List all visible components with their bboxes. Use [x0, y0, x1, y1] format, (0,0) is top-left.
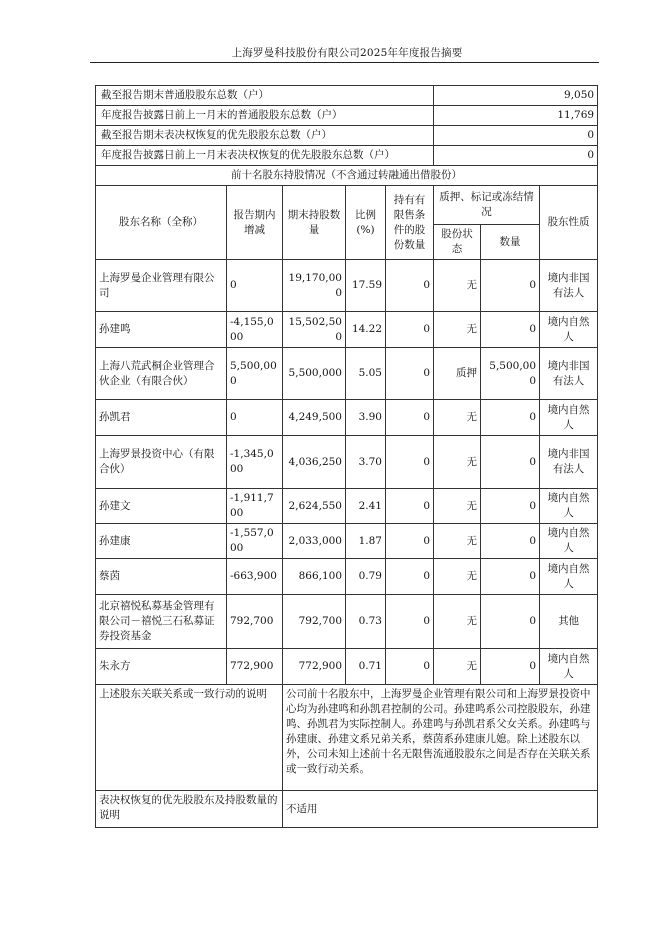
- table-row: [96, 312, 598, 348]
- ratio-value: 17.59: [346, 260, 386, 312]
- summary-label: 截至报告期末普通股股东总数（户）: [96, 86, 434, 106]
- pledge-qty: 0: [481, 559, 540, 595]
- shareholder-nature: 境内自然人: [540, 559, 598, 595]
- ratio-value: 0.73: [346, 595, 386, 649]
- relation-label: 上述股东关联关系或一致行动的说明: [96, 685, 283, 791]
- summary-label: 截至报告期末表决权恢复的优先股股东总数（户）: [96, 126, 434, 146]
- preferred-label: 表决权恢复的优先股股东及持股数量的说明: [96, 791, 283, 828]
- pledge-qty: 0: [481, 595, 540, 649]
- pledge-qty: 5,500,000: [481, 348, 540, 400]
- restricted-value: 0: [386, 436, 434, 489]
- pledge-status: 无: [434, 436, 481, 489]
- change-value: -4,155,000: [227, 312, 283, 348]
- change-value: 792,700: [227, 595, 283, 649]
- restricted-value: 0: [386, 559, 434, 595]
- table-row: [96, 595, 598, 649]
- pledge-status: 无: [434, 489, 481, 524]
- ratio-value: 2.41: [346, 489, 386, 524]
- shareholder-nature: 境内自然人: [540, 524, 598, 559]
- pledge-status: 无: [434, 260, 481, 312]
- ratio-value: 3.70: [346, 436, 386, 489]
- ratio-value: 0.79: [346, 559, 386, 595]
- held-value: 792,700: [283, 595, 346, 649]
- change-value: -1,557,000: [227, 524, 283, 559]
- held-value: 4,036,250: [283, 436, 346, 489]
- shareholder-name: 孙建康: [96, 524, 227, 559]
- held-value: 19,170,000: [283, 260, 346, 312]
- restricted-value: 0: [386, 400, 434, 436]
- top10-title: 前十名股东持股情况（不含通过转融通出借股份）: [96, 166, 598, 186]
- pledge-qty: 0: [481, 260, 540, 312]
- summary-value: 9,050: [434, 86, 598, 106]
- shareholder-nature: 境内自然人: [540, 312, 598, 348]
- shareholder-name: 北京禧悦私募基金管理有限公司－禧悦三石私募证券投资基金: [96, 595, 227, 649]
- summary-label: 年度报告披露日前上一月末表决权恢复的优先股股东总数（户）: [96, 146, 434, 166]
- shareholder-name: 孙凯君: [96, 400, 227, 436]
- shareholder-name: 孙建鸣: [96, 312, 227, 348]
- page-header: 上海罗曼科技股份有限公司2025年年度报告摘要: [231, 47, 463, 59]
- restricted-value: 0: [386, 489, 434, 524]
- col-header-name: 股东名称（全称）: [96, 186, 227, 260]
- shareholder-table: [95, 85, 598, 828]
- restricted-value: 0: [386, 260, 434, 312]
- restricted-value: 0: [386, 595, 434, 649]
- change-value: 5,500,000: [227, 348, 283, 400]
- shareholder-nature: 境内自然人: [540, 489, 598, 524]
- shareholder-nature: 其他: [540, 595, 598, 649]
- shareholder-name: 孙建文: [96, 489, 227, 524]
- col-header-pledge: 质押、标记或冻结情况: [434, 186, 540, 225]
- col-header-ratio: 比例(%): [346, 186, 386, 260]
- change-value: -663,900: [227, 559, 283, 595]
- col-header-change: 报告期内增减: [227, 186, 283, 260]
- summary-row: [96, 86, 598, 106]
- col-header-held: 期末持股数量: [283, 186, 346, 260]
- pledge-status: 无: [434, 400, 481, 436]
- summary-row: [96, 126, 598, 146]
- pledge-qty: 0: [481, 312, 540, 348]
- relation-row: [96, 685, 598, 791]
- ratio-value: 3.90: [346, 400, 386, 436]
- col-header-pledge-status: 股份状态: [434, 225, 481, 260]
- preferred-text: 不适用: [283, 791, 598, 828]
- preferred-row: [96, 791, 598, 828]
- table-row: [96, 559, 598, 595]
- ratio-value: 1.87: [346, 524, 386, 559]
- restricted-value: 0: [386, 348, 434, 400]
- table-row: [96, 436, 598, 489]
- pledge-status: 无: [434, 524, 481, 559]
- table-row: [96, 489, 598, 524]
- ratio-value: 5.05: [346, 348, 386, 400]
- pledge-status: 无: [434, 649, 481, 685]
- ratio-value: 14.22: [346, 312, 386, 348]
- ratio-value: 0.71: [346, 649, 386, 685]
- shareholder-nature: 境内非国有法人: [540, 348, 598, 400]
- shareholder-nature: 境内非国有法人: [540, 260, 598, 312]
- pledge-qty: 0: [481, 649, 540, 685]
- summary-value: 0: [434, 126, 598, 146]
- change-value: -1,911,700: [227, 489, 283, 524]
- pledge-qty: 0: [481, 400, 540, 436]
- pledge-status: 质押: [434, 348, 481, 400]
- change-value: -1,345,000: [227, 436, 283, 489]
- restricted-value: 0: [386, 649, 434, 685]
- col-header-pledge-qty: 数量: [481, 225, 540, 260]
- table-row: [96, 348, 598, 400]
- held-value: 5,500,000: [283, 348, 346, 400]
- pledge-status: 无: [434, 595, 481, 649]
- held-value: 772,900: [283, 649, 346, 685]
- summary-value: 0: [434, 146, 598, 166]
- pledge-status: 无: [434, 312, 481, 348]
- held-value: 2,624,550: [283, 489, 346, 524]
- table-row: [96, 400, 598, 436]
- held-value: 2,033,000: [283, 524, 346, 559]
- change-value: 772,900: [227, 649, 283, 685]
- table-row: [96, 260, 598, 312]
- change-value: 0: [227, 260, 283, 312]
- pledge-qty: 0: [481, 489, 540, 524]
- shareholder-name: 上海罗曼企业管理有限公司: [96, 260, 227, 312]
- held-value: 866,100: [283, 559, 346, 595]
- pledge-qty: 0: [481, 524, 540, 559]
- pledge-qty: 0: [481, 436, 540, 489]
- relation-text: 公司前十名股东中，上海罗曼企业管理有限公司和上海罗景投资中心均为孙建鸣和孙凯君控制的公司。孙建鸣系公司控股股东，孙建鸣、孙凯君为实际控制人。孙建鸣与孙凯君系父女关系。孙建鸣与孙建康、孙建文系兄弟关系，蔡茵系孙建康儿媳。除上述股东以外，公司未知上述前十名无限售流通股股东之间是否存在关联关系或一致行动关系。: [283, 685, 598, 791]
- shareholder-name: 上海罗景投资中心（有限合伙）: [96, 436, 227, 489]
- col-header-restricted: 持有有限售条件的股份数量: [386, 186, 434, 260]
- summary-row: [96, 106, 598, 126]
- header-rule: [90, 62, 599, 63]
- table-row: [96, 524, 598, 559]
- summary-value: 11,769: [434, 106, 598, 126]
- summary-label: 年度报告披露日前上一月末的普通股股东总数（户）: [96, 106, 434, 126]
- shareholder-nature: 境内自然人: [540, 649, 598, 685]
- shareholder-nature: 境内非国有法人: [540, 436, 598, 489]
- shareholder-name: 朱永方: [96, 649, 227, 685]
- shareholder-name: 上海八荒武桐企业管理合伙企业（有限合伙）: [96, 348, 227, 400]
- change-value: 0: [227, 400, 283, 436]
- summary-row: [96, 146, 598, 166]
- held-value: 4,249,500: [283, 400, 346, 436]
- shareholder-name: 蔡茵: [96, 559, 227, 595]
- pledge-status: 无: [434, 559, 481, 595]
- restricted-value: 0: [386, 312, 434, 348]
- table-row: [96, 649, 598, 685]
- col-header-nature: 股东性质: [540, 186, 598, 260]
- shareholder-nature: 境内自然人: [540, 400, 598, 436]
- restricted-value: 0: [386, 524, 434, 559]
- held-value: 15,502,500: [283, 312, 346, 348]
